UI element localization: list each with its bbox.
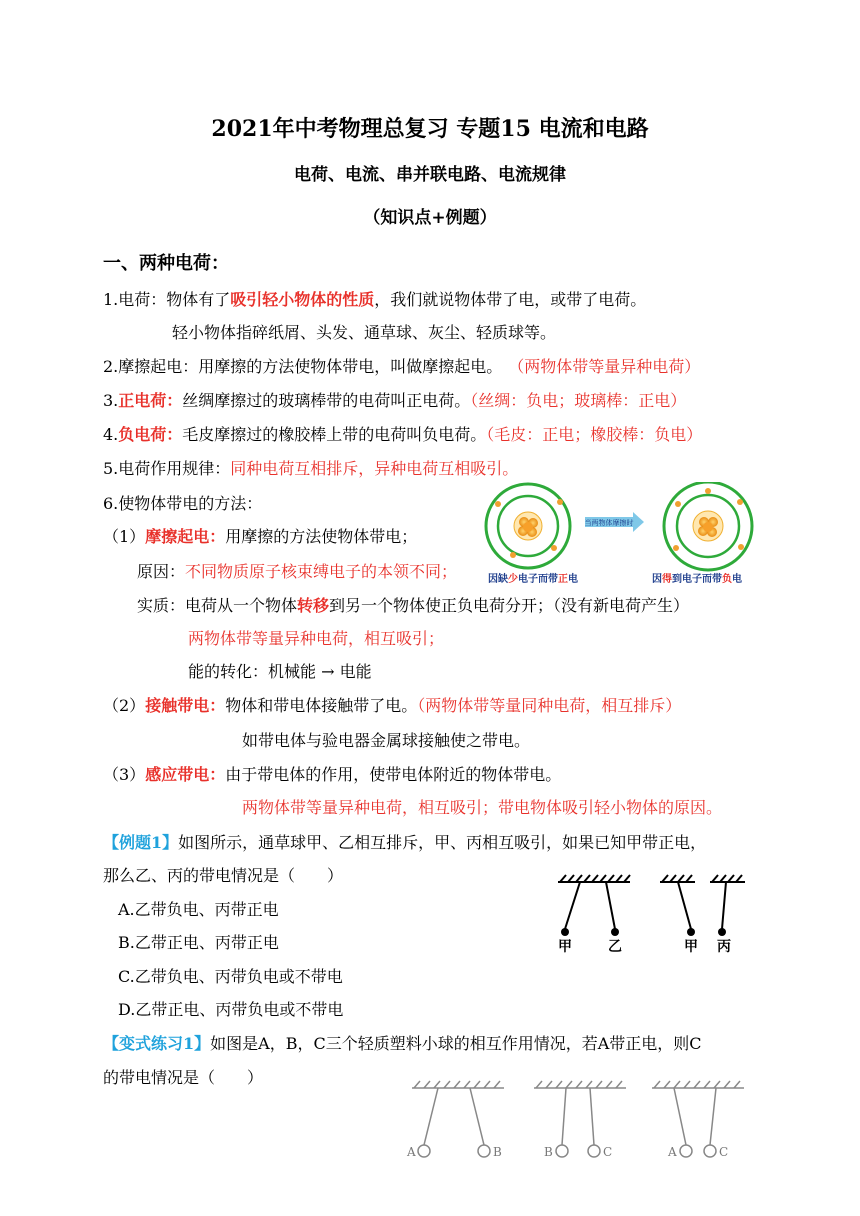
left-atom-caption: 因缺少电子而带正电 (488, 574, 578, 585)
variant-label-a-1: A (407, 1145, 416, 1159)
example-1-option-a: A.乙带负电、丙带正电 (118, 900, 279, 919)
item-4-term: 负电荷： (118, 425, 183, 444)
figure-label-jia-1: 甲 (558, 939, 572, 954)
variant-label-b-1: B (493, 1145, 502, 1159)
item-3-term: 正电荷： (118, 391, 183, 410)
variant-label-b-2: B (544, 1145, 553, 1159)
method-2-example: 如带电体与验电器金属球接触使之带电。 (242, 731, 531, 750)
method-1-essence (137, 596, 689, 616)
left-atom (486, 484, 570, 568)
item-3-text: 丝绸摩擦过的玻璃棒带的电荷叫正电荷。 (182, 391, 471, 410)
method-2-num: （2） (103, 696, 146, 715)
item-5-text: 5.电荷作用规律： (103, 459, 231, 478)
item-5 (103, 459, 518, 479)
variant-1-line-1 (103, 1034, 702, 1054)
figure-label-jia-2: 甲 (684, 939, 698, 954)
item-6: 6.使物体带电的方法： (103, 494, 263, 513)
item-3 (103, 391, 686, 411)
method-3-num: （3） (103, 765, 146, 784)
variant-1-question-2: 的带电情况是（ ） (103, 1068, 264, 1087)
item-5-note: 同种电荷互相排斥，异种电荷互相吸引。 (230, 459, 519, 478)
item-3-note: （丝绸：负电；玻璃棒：正电） (470, 391, 687, 410)
method-1-text: 用摩擦的方法使物体带电； (225, 527, 418, 546)
method-2-text: 物体和带电体接触带了电。 (225, 696, 418, 715)
example-1-figure (550, 874, 750, 954)
variant-label-a-2: A (668, 1145, 677, 1159)
page-subtitle-2: （知识点+例题） (363, 208, 497, 228)
variant-1-question-1: 如图是A，B，C三个轻质塑料小球的相互作用情况，若A带正电，则C (210, 1034, 702, 1053)
example-1-question-2: 那么乙、丙的带电情况是（ ） (103, 866, 344, 885)
method-3-note: 两物体带等量异种电荷，相互吸引；带电物体吸引轻小物体的原因。 (242, 798, 723, 817)
method-1-energy: 能的转化：机械能 → 电能 (188, 662, 372, 681)
example-1-question-1: 如图所示，通草球甲、乙相互排斥，甲、丙相互吸引，如果已知甲带正电， (178, 833, 707, 852)
right-atom (664, 482, 752, 570)
item-3-num: 3. (103, 391, 119, 410)
item-2-note: （两物体带等量异种电荷） (516, 357, 701, 376)
right-atom-caption: 因得到电子而带负电 (652, 574, 742, 585)
method-1-essence-label: 实质：电荷从一个物体 (137, 596, 298, 615)
example-1-tag: 【例题1】 (103, 833, 179, 852)
item-2 (103, 357, 700, 377)
item-4-num: 4. (103, 425, 119, 444)
example-1-option-c: C.乙带负电、丙带负电或不带电 (118, 967, 343, 986)
page-title: 2021年中考物理总复习 专题15 电流和电路 (211, 116, 649, 142)
transfer-arrow (585, 512, 645, 532)
method-1-reason (137, 562, 457, 582)
section-heading: 一、两种电荷： (103, 253, 229, 274)
item-1-prefix: 1.电荷：物体有了 (103, 290, 231, 309)
item-1-highlight: 吸引轻小物体的性质 (230, 290, 375, 309)
method-2-term: 接触带电： (145, 696, 226, 715)
page-subtitle: 电荷、电流、串并联电路、电流规律 (294, 165, 566, 185)
method-1-result: 两物体带等量异种电荷，相互吸引； (188, 629, 445, 648)
method-1-num: （1） (103, 527, 146, 546)
item-1-suffix: ，我们就说物体带了电，或带了电荷。 (374, 290, 647, 309)
example-1-option-d: D.乙带正电、丙带负电或不带电 (118, 1000, 344, 1019)
method-3-text: 由于带电体的作用，使带电体附近的物体带电。 (225, 765, 562, 784)
method-2 (103, 696, 681, 716)
method-1-essence-rest: 到另一个物体使正负电荷分开；（没有新电荷产生） (329, 596, 690, 615)
figure-label-yi: 乙 (608, 939, 622, 954)
transfer-arrow-label: 当两物体摩擦时 (584, 520, 634, 527)
item-4-text: 毛皮摩擦过的橡胶棒上带的电荷叫负电荷。 (182, 425, 487, 444)
method-1-essence-bold: 转移 (297, 596, 330, 615)
method-3 (103, 765, 561, 785)
method-1-term: 摩擦起电： (145, 527, 226, 546)
variant-label-c-2: C (719, 1145, 729, 1159)
variant-1-tag: 【变式练习1】 (103, 1034, 211, 1053)
item-1-note: 轻小物体指碎纸屑、头发、通草球、灰尘、轻质球等。 (172, 323, 557, 342)
figure-label-bing: 丙 (717, 939, 731, 954)
variant-label-c-1: C (603, 1145, 613, 1159)
method-3-term: 感应带电： (145, 765, 226, 784)
method-1-reason-label: 原因： (137, 562, 186, 581)
example-1-option-b: B.乙带正电、丙带正电 (118, 933, 279, 952)
example-1-line-1 (103, 833, 706, 853)
method-1 (103, 527, 417, 547)
method-1-reason-text: 不同物质原子核束缚电子的本领不同； (185, 562, 458, 581)
item-1 (103, 290, 646, 310)
variant-1-figure (404, 1078, 770, 1168)
item-4 (103, 425, 702, 445)
item-2-text: 2.摩擦起电：用摩擦的方法使物体带电，叫做摩擦起电。 (103, 357, 503, 376)
item-4-note: （毛皮：正电；橡胶棒：负电） (486, 425, 703, 444)
method-2-note: （两物体带等量同种电荷，相互排斥） (417, 696, 682, 715)
atom-figure (478, 482, 760, 586)
